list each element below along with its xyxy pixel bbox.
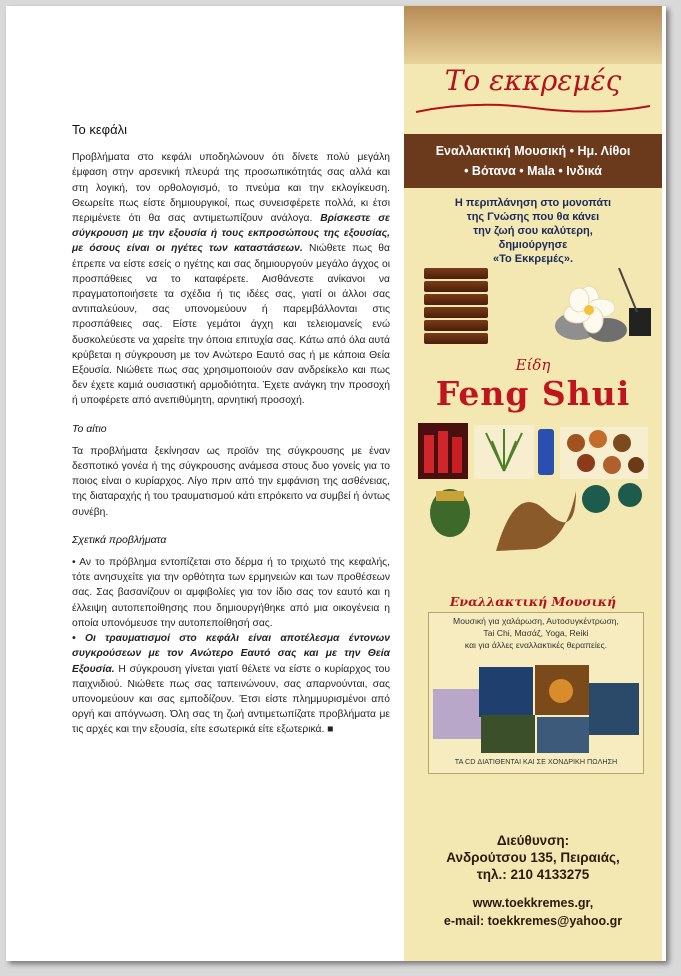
magazine-page xyxy=(6,6,666,961)
p4-text: Η σύγκρουση γίνεται γιατί θέλετε να είστε ο κυρίαρχος του παιχνιδιού. Νιώθετε πως σας ταπεινώνουν, σας απαρνούνται, σας υπονομεύουν και σας εμποδίζουν. Έτσι είστε πλημμυρισμένοι από οργή και απόγνωση. Όλη σας τη ζωή αντιμετωπίζατε προβλήματα με τις αρχές και την εξουσία, είτε εσωτερικά είτε εξωτερικά. xyxy=(72,663,390,736)
p4-emphasis: • Οι τραυματισμοί στο κεφάλι είναι αποτέλεσμα έντονων συγκρούσεων με τον Ανώτερο Εαυτό σας και με την Θεία Εξουσία. xyxy=(72,633,390,675)
frangipani-stones-image xyxy=(549,268,659,348)
music-section-title: Εναλλακτική Μουσική xyxy=(449,594,617,609)
heading-cause: Το αίτιο xyxy=(72,422,107,435)
product-bar-line-2: • Βότανα • Mala • Ινδικά xyxy=(464,164,602,178)
ad-top-band xyxy=(404,6,662,64)
feng-shui-products-image xyxy=(416,421,652,571)
address-phone: τηλ.: 210 4133275 xyxy=(476,867,590,882)
music-desc-line: Μουσική για χαλάρωση, Αυτοσυγκέντρωση, xyxy=(453,616,619,626)
address-street: Ανδρούτσου 135, Πειραιάς, xyxy=(446,850,620,865)
slogan-line: της Γνώσης που θα κάνει xyxy=(466,211,600,223)
products-label: Είδη xyxy=(515,356,551,374)
slogan xyxy=(404,196,662,266)
slogan-line: «Το Εκκρεμές». xyxy=(492,253,573,265)
shop-logo: Το εκκρεμές xyxy=(444,64,622,97)
article xyxy=(72,122,390,738)
music-box xyxy=(428,612,644,774)
product-bar-line-1: Εναλλακτική Μουσική • Ημ. Λίθοι xyxy=(435,144,631,158)
feng-shui-heading: Feng Shui xyxy=(435,374,631,413)
article-paragraph-3: • Αν το πρόβλημα εντοπίζεται στο δέρμα ή το τριχωτό της κεφαλής, τότε ανησυχείτε για την ορθότητα των ερμηνειών και των προθέσεων σας. Σας βασανίζουν οι αμφιβολίες για τον ίδιο σας τον εαυτό και η έλλειψη αυτοπεποίθησης που δημιουργήθηκε από μια οικογένεια η οποία υπονόμευσε την αυτοπεποίθησή σας. xyxy=(72,557,390,629)
p1-emphasis: Βρίσκεστε σε σύγκρουση με την εξουσία ή τους εκπροσώπους της εξουσίας, με όσους είναι οι ηγέτες των καταστάσεων. xyxy=(72,213,390,255)
end-mark: ■ xyxy=(327,724,334,736)
logo-swoosh xyxy=(414,98,652,118)
p1-text-a: Προβλήματα στο κεφάλι υποδηλώνουν ότι δίνετε πολύ μεγάλη έμφαση στην αρσενική πλευρά της προσωπικότητάς σας αλλά και στη λογική, τον ορθολογισμό, το πνεύμα και την εκλογίκευση. Θεωρείτε πως είστε δημιουργικοί, πως συνεισφέρετε πολλά, κι έτσι περιμένετε ότι θα σας αντιμετωπίζουν ανάλογα. xyxy=(72,152,390,225)
music-desc-line: και για άλλες εναλλακτικές θεραπείες. xyxy=(464,640,608,650)
address-label: Διεύθυνση: xyxy=(496,833,570,848)
address-block xyxy=(404,832,662,883)
article-title: Το κεφάλι xyxy=(72,122,127,137)
p1-text-c: Νιώθετε πως θα έπρεπε να είστε εσείς ο ηγέτης και σας δημιουργούν μεγάλο άγχος οι προσπάθειες να το καταφέρετε. Αισθάνεστε ανίκανοι να πραγματοποιήσετε τα σχέδια ή τις ιδέες σας, γιατί οι άλλοι σας αντιπαλεύουν, σας υπονομεύουν ή παρεμβάλλονται στις προσπάθειες σας. Είστε γεμάτοι άγχη και τελειομανείς ενώ δυσκολεύεστε να χαρείτε την όποια επιτυχία σας. Κάτω από όλα αυτά κρύβεται η σύγκρουση με τον Ανώτερο Εαυτό σας ή με κάποια Θεία Εξουσία. Νιώθετε πως σας χρησιμοποιούν σαν ανδρείκελο και πως δεν έχετε καμιά ουσιαστική αρμοδιότητα. Έχετε ανάγκη την προσοχή ή υποφέρετε από ανεπιθύμητη, αρνητική προσοχή. xyxy=(72,243,390,407)
website-link[interactable]: www.toekkremes.gr, xyxy=(472,896,594,910)
product-bar xyxy=(404,134,662,188)
slogan-line: την ζωή σου καλύτερη, xyxy=(473,225,593,237)
contact-block xyxy=(404,894,662,930)
cd-covers-image xyxy=(433,663,639,753)
books-image xyxy=(424,268,488,348)
email-link[interactable]: e-mail: toekkremes@yahoo.gr xyxy=(443,914,623,928)
cd-wholesale-note: ΤΑ CD ΔΙΑΤΙΘΕΝΤΑΙ ΚΑΙ ΣΕ ΧΟΝΔΡΙΚΗ ΠΩΛΗΣΗ xyxy=(454,757,618,766)
article-paragraph-1 xyxy=(72,150,390,408)
article-paragraph-4 xyxy=(72,631,390,737)
slogan-line: Η περιπλάνηση στο μονοπάτι xyxy=(454,197,612,209)
article-paragraph-2: Τα προβλήματα ξεκίνησαν ως προϊόν της σύγκρουσης με έναν δεσποτικό γονέα ή της σύγκρουσης ανάμεσα στους δυο γονείς για το ποιος είναι ο κυρίαρχος. Λίγο πριν από την εμφάνιση της ασθένειας, της διαταραχής ή του τραυματισμού κάτι επρόκειτο να συμβεί ή όντως συνέβη. xyxy=(72,445,390,518)
advertisement xyxy=(404,6,662,961)
music-description xyxy=(429,615,643,651)
slogan-line: δημιούργησε xyxy=(498,239,568,251)
heading-related-problems: Σχετικά προβλήματα xyxy=(72,533,167,546)
music-desc-line: Tai Chi, Μασάζ, Yoga, Reiki xyxy=(483,628,589,638)
